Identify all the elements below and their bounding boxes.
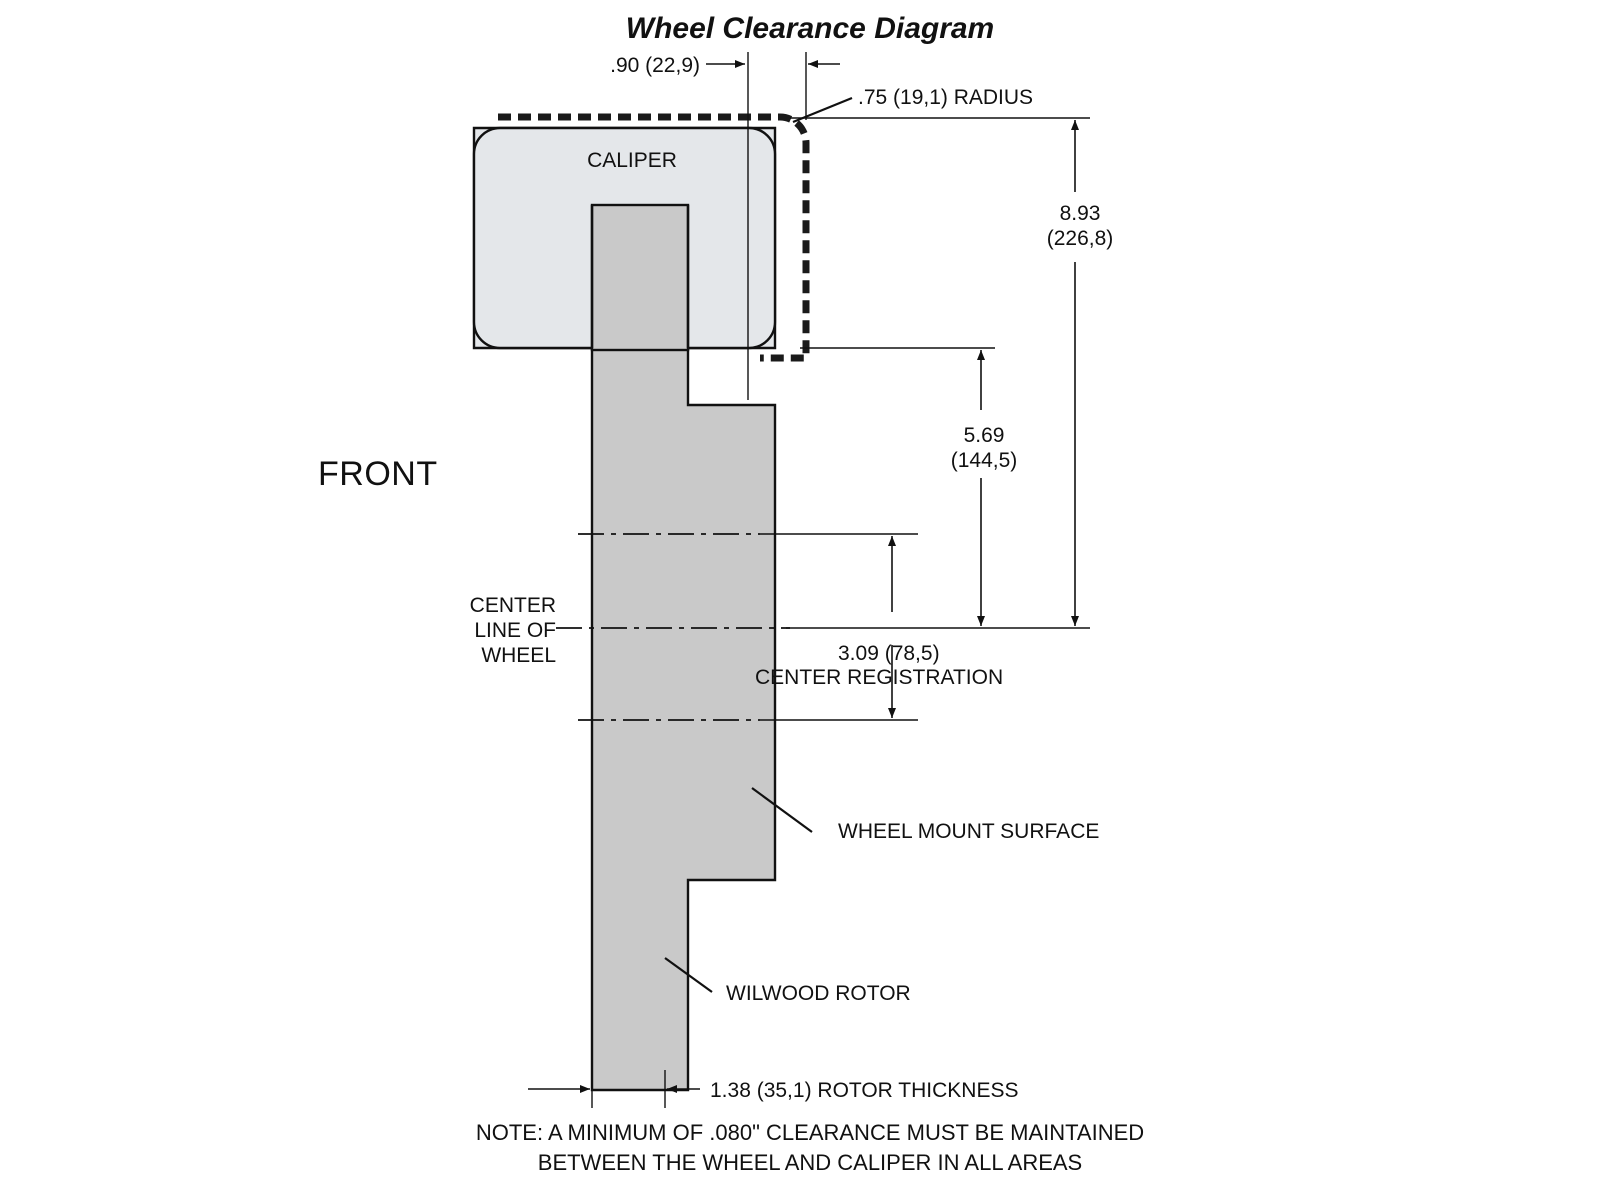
- dim-overall-height-mm: (226,8): [1046, 227, 1114, 250]
- front-label: FRONT: [318, 455, 438, 493]
- dim-center-registration-value: 3.09 (78,5): [838, 642, 940, 665]
- note-line-1: NOTE: A MINIMUM OF .080" CLEARANCE MUST BE MAINTAINED: [475, 1120, 1145, 1145]
- page-title: Wheel Clearance Diagram: [625, 12, 995, 45]
- rotor-through-caliper: [592, 205, 688, 350]
- dim-rotor-thickness: 1.38 (35,1) ROTOR THICKNESS: [710, 1079, 1019, 1102]
- dim-mid-height-in: 5.69: [963, 424, 1005, 447]
- dim-overall-height-in: 8.93: [1059, 202, 1101, 225]
- dim-center-registration-label: CENTER REGISTRATION: [755, 666, 1004, 689]
- center-line-label-1: CENTER: [469, 594, 556, 617]
- label-wheel-mount-surface: WHEEL MOUNT SURFACE: [838, 820, 1100, 843]
- dim-mid-height-mm: (144,5): [950, 449, 1018, 472]
- center-line-label-3: WHEEL: [481, 644, 556, 667]
- center-line-label-2: LINE OF: [474, 619, 556, 642]
- note-line-2: BETWEEN THE WHEEL AND CALIPER IN ALL AREAS: [537, 1150, 1083, 1175]
- dim-radius: .75 (19,1) RADIUS: [858, 86, 1034, 109]
- dim-caliper-offset: .90 (22,9): [610, 54, 700, 77]
- caliper-label: CALIPER: [587, 149, 677, 172]
- label-wilwood-rotor: WILWOOD ROTOR: [726, 982, 911, 1005]
